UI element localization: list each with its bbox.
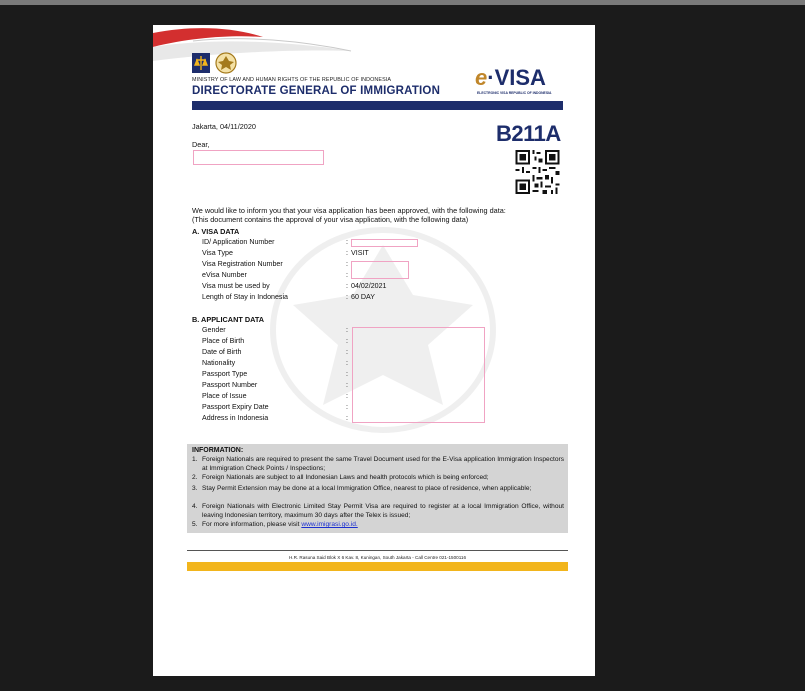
applicant-data-redaction [352,327,485,423]
item-text: Foreign Nationals with Electronic Limited Stay Permit Visa are required to register at a local Immigration Office, without leaving Indonesian territory, maximum 30 days after the Telex is issued; [202,503,564,519]
evisa-logo-e: e [475,65,488,90]
colon: : [346,238,348,246]
directorate-title: DIRECTORATE GENERAL OF IMMIGRATION [192,85,441,97]
visa-row-label: eVisa Number [202,271,247,279]
applicant-row-label: Passport Number [202,381,258,389]
information-item [192,503,564,521]
ministry-name: MINISTRY OF LAW AND HUMAN RIGHTS OF THE REPUBLIC OF INDONESIA [192,77,392,83]
name-redaction-box [193,150,324,165]
salutation: Dear, [192,140,210,149]
colon: : [346,370,348,378]
item-number: 5. [192,521,198,528]
colon: : [346,392,348,400]
colon: : [346,271,348,279]
applicant-data-title: B. APPLICANT DATA [192,315,265,324]
header-divider-bar [192,101,563,110]
colon: : [346,293,348,301]
evisa-document-page [153,25,595,676]
applicant-row-label: Nationality [202,359,236,367]
information-title: INFORMATION: [192,447,244,454]
applicant-row-label: Place of Birth [202,337,245,345]
footer-divider [187,550,568,551]
item-text: Foreign Nationals are subject to all Indonesian Laws and health protocols which is being enforced; [202,474,489,481]
item-number: 1. [192,456,198,463]
colon: : [346,282,348,290]
colon: : [346,348,348,356]
immigration-emblem-icon [192,53,210,73]
visa-row-label: Visa Type [202,249,233,257]
registration-evisa-number-redaction [351,261,409,279]
qr-code-icon [515,150,560,194]
applicant-row-label: Passport Type [202,370,248,378]
colon: : [346,414,348,422]
visa-row-label: Length of Stay in Indonesia [202,293,288,301]
applicant-row-label: Date of Birth [202,348,242,356]
information-item [192,456,564,474]
colon: : [346,260,348,268]
colon: : [346,359,348,367]
applicant-row-label: Passport Expiry Date [202,403,269,411]
visa-use-by-value: 04/02/2021 [351,282,387,290]
visa-row-label: ID/ Application Number [202,238,275,246]
visa-type-value: VISIT [351,249,369,257]
item-text-content: For more information, please visit [202,521,300,528]
applicant-row-label: Gender [202,326,226,334]
item-number: 2. [192,474,198,481]
evisa-logo-subtitle: ELECTRONIC VISA REPUBLIC OF INDONESIA [477,91,552,95]
length-of-stay-value: 60 DAY [351,293,375,301]
information-item [192,474,564,483]
information-item [192,485,564,494]
information-box [187,444,568,533]
application-number-redaction [351,239,418,247]
item-number: 3. [192,485,198,492]
item-text: Foreign Nationals are required to present the same Travel Document used for the E-Visa application Immigration Inspectors at Immigration Check Points / Inspections; [202,456,564,472]
visa-code: B211A [496,121,561,146]
colon: : [346,249,348,257]
colon: : [346,326,348,334]
footer-address: H.R. Rasuna Said Blok X 6 Kav. 8, Kuningan, South Jakarta - Call Centre 021-1500116 [288,555,467,560]
footer-gold-bar [187,562,568,571]
flag-swoosh-icon [153,25,363,67]
item-text [202,521,564,530]
colon: : [346,337,348,345]
immigration-website-link[interactable]: www.imigrasi.go.id. [301,521,358,528]
evisa-logo [475,65,546,91]
item-number: 4. [192,503,198,510]
intro-line-1: We would like to inform you that your visa application has been approved, with the following data: [192,206,506,215]
visa-row-label: Visa must be used by [202,282,270,290]
colon: : [346,381,348,389]
intro-line-2: (This document contains the approval of your visa application, with the following data) [192,215,469,224]
evisa-logo-text: ·VISA [487,65,546,90]
item-text: Stay Permit Extension may be done at a local Immigration Office, nearest to place of residence, when applicable; [202,485,532,492]
applicant-row-label: Address in Indonesia [202,414,269,422]
visa-row-label: Visa Registration Number [202,260,283,268]
applicant-row-label: Place of Issue [202,392,247,400]
viewer-top-bar [0,0,805,5]
colon: : [346,403,348,411]
place-date: Jakarta, 04/11/2020 [192,122,256,131]
information-item [192,521,564,530]
garuda-emblem-icon [214,52,238,74]
visa-data-title: A. VISA DATA [192,227,240,236]
